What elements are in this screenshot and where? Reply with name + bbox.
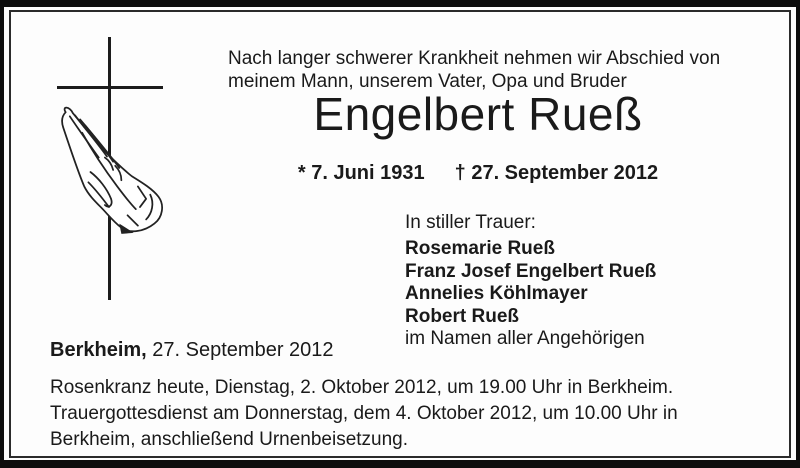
birth-date: * 7. Juni 1931: [297, 162, 425, 184]
place-name: Berkheim,: [50, 339, 147, 361]
mourning-heading: In stiller Trauer:: [405, 212, 536, 233]
announcements: [50, 375, 752, 453]
place-date-line: [50, 339, 334, 362]
cross-icon: [57, 86, 163, 89]
notice-date: 27. September 2012: [152, 339, 334, 361]
praying-hands-icon: [50, 106, 168, 238]
mourners-closing: im Namen aller Angehörigen: [405, 328, 645, 349]
mourners-list: [405, 238, 656, 351]
death-date: † 27. September 2012: [454, 162, 659, 184]
intro-text: Nach langer schwerer Krankheit nehmen wir Abschied von meinem Mann, unserem Vater, Opa und Bruder: [228, 48, 721, 92]
life-dates: [228, 162, 728, 185]
mourner-name: Franz Josef Engelbert Rueß: [405, 260, 657, 282]
announcement-line: Rosenkranz heute, Dienstag, 2. Oktober 2012, um 19.00 Uhr in Berkheim.: [50, 377, 674, 398]
mourner-name: Robert Rueß: [405, 305, 519, 327]
announcement-line: Trauergottesdienst am Donnerstag, dem 4. Oktober 2012, um 10.00 Uhr in Berkheim, anschließend Urnenbeisetzung.: [50, 403, 678, 450]
mourner-name: Annelies Köhlmayer: [405, 283, 588, 304]
mourner-name: Rosemarie Rueß: [405, 238, 555, 259]
deceased-name: Engelbert Rueß: [313, 88, 643, 140]
